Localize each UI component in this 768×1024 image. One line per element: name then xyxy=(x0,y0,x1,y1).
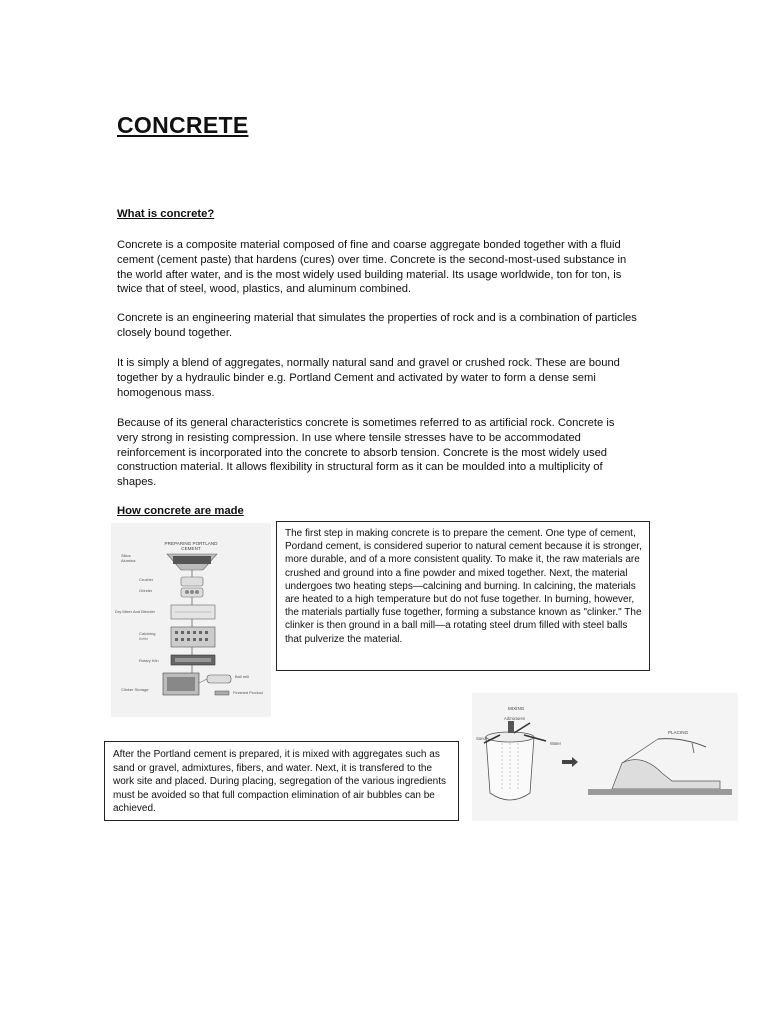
fig1-label-clinker-storage: Clinker Storage xyxy=(121,687,149,692)
mixing-textbox: After the Portland cement is prepared, it is mixed with aggregates such as sand or gravel, admixtures, fibers, and water. Next, it is transfered to the work site and placed. During placing, segregation of the various ingredients must be avoided so that full compaction elimination of air bubbles can be achieved. xyxy=(104,741,459,821)
document-title: CONCRETE xyxy=(117,112,249,138)
fig1-label-crusher: Crusher xyxy=(139,577,154,582)
fig1-label-finished-product: Finished Product xyxy=(233,690,264,695)
fig2-label-water: Water xyxy=(550,741,562,746)
paragraph-2: Concrete is an engineering material that simulates the properties of rock and is a combination of particles closely bound together. xyxy=(117,312,637,339)
fig2-label-sand: Sand xyxy=(476,736,486,741)
fig1-label-alumina: Alumina xyxy=(121,558,136,563)
paragraph-4: Because of its general characteristics concrete is sometimes referred to as artificial rock. Concrete is very strong in resisting compression. In use where tensile stresses have to be accommodated reinforcement is incorporated into the concrete to absorb tension. Concrete is the most widely used construction material. It allows flexibility in structural form as it can be moulded into a multiplicity of shapes. xyxy=(117,417,615,489)
cement-preparation-textbox: The first step in making concrete is to prepare the cement. One type of cement, Pordand cement, is considered superior to natural cement because it is stronger, more durable, and of a more consistent quality. To make it, the raw materials are crushed and ground into a fine powder and mixed together. Next, the material undergoes two heating steps—calcining and burning. In calcining, the materials are heated to a high temperature but do not fuse together. In burning, however, the materials partially fuse together, forming a substance known as "clinker." The clinker is then ground in a ball mill—a rotating steel drum filled with steel balls that pulverize the material. xyxy=(276,521,650,671)
section-heading-what-is-concrete: What is concrete? xyxy=(117,208,215,220)
fig1-title-2: CEMENT xyxy=(181,546,201,551)
fig1-label-grinder: Grinder xyxy=(139,588,153,593)
mixing-placing-diagram xyxy=(472,693,738,821)
portland-cement-diagram xyxy=(111,523,271,717)
fig1-label-dry-mixer: Dry Mixer And Blender xyxy=(115,609,156,614)
fig1-label-ball-mill: Ball mill xyxy=(235,674,249,679)
fig2-label-admixtures: Admixtures xyxy=(504,716,525,721)
fig1-title-1: PREPARING PORTLAND xyxy=(164,541,218,546)
fig1-label-silica: Silica xyxy=(121,553,131,558)
paragraph-1: Concrete is a composite material composed of fine and coarse aggregate bonded together with a fluid cement (cement paste) that hardens (cures) over time. Concrete is the second-most-used substance in the world after water, and is the most widely used building material. Its usage worldwide, ton for ton, is twice that of steel, wood, plastics, and aluminum combined. xyxy=(117,239,627,296)
fig1-label-calcining: Calcining xyxy=(139,631,156,636)
fig2-label-mixing: MIXING xyxy=(508,706,525,711)
section-heading-how-concrete-made: How concrete are made xyxy=(117,505,244,517)
paragraph-3: It is simply a blend of aggregates, normally natural sand and gravel or crushed rock. These are bound together by a hydraulic binder e.g. Portland Cement and activated by water to form a dense semi homogenous mass. xyxy=(117,357,620,399)
fig1-label-calcining-sub: Kettle xyxy=(139,637,149,641)
fig2-label-placing: PLACING xyxy=(668,730,689,735)
fig1-label-rotary-kiln: Rotary Kiln xyxy=(139,658,159,663)
